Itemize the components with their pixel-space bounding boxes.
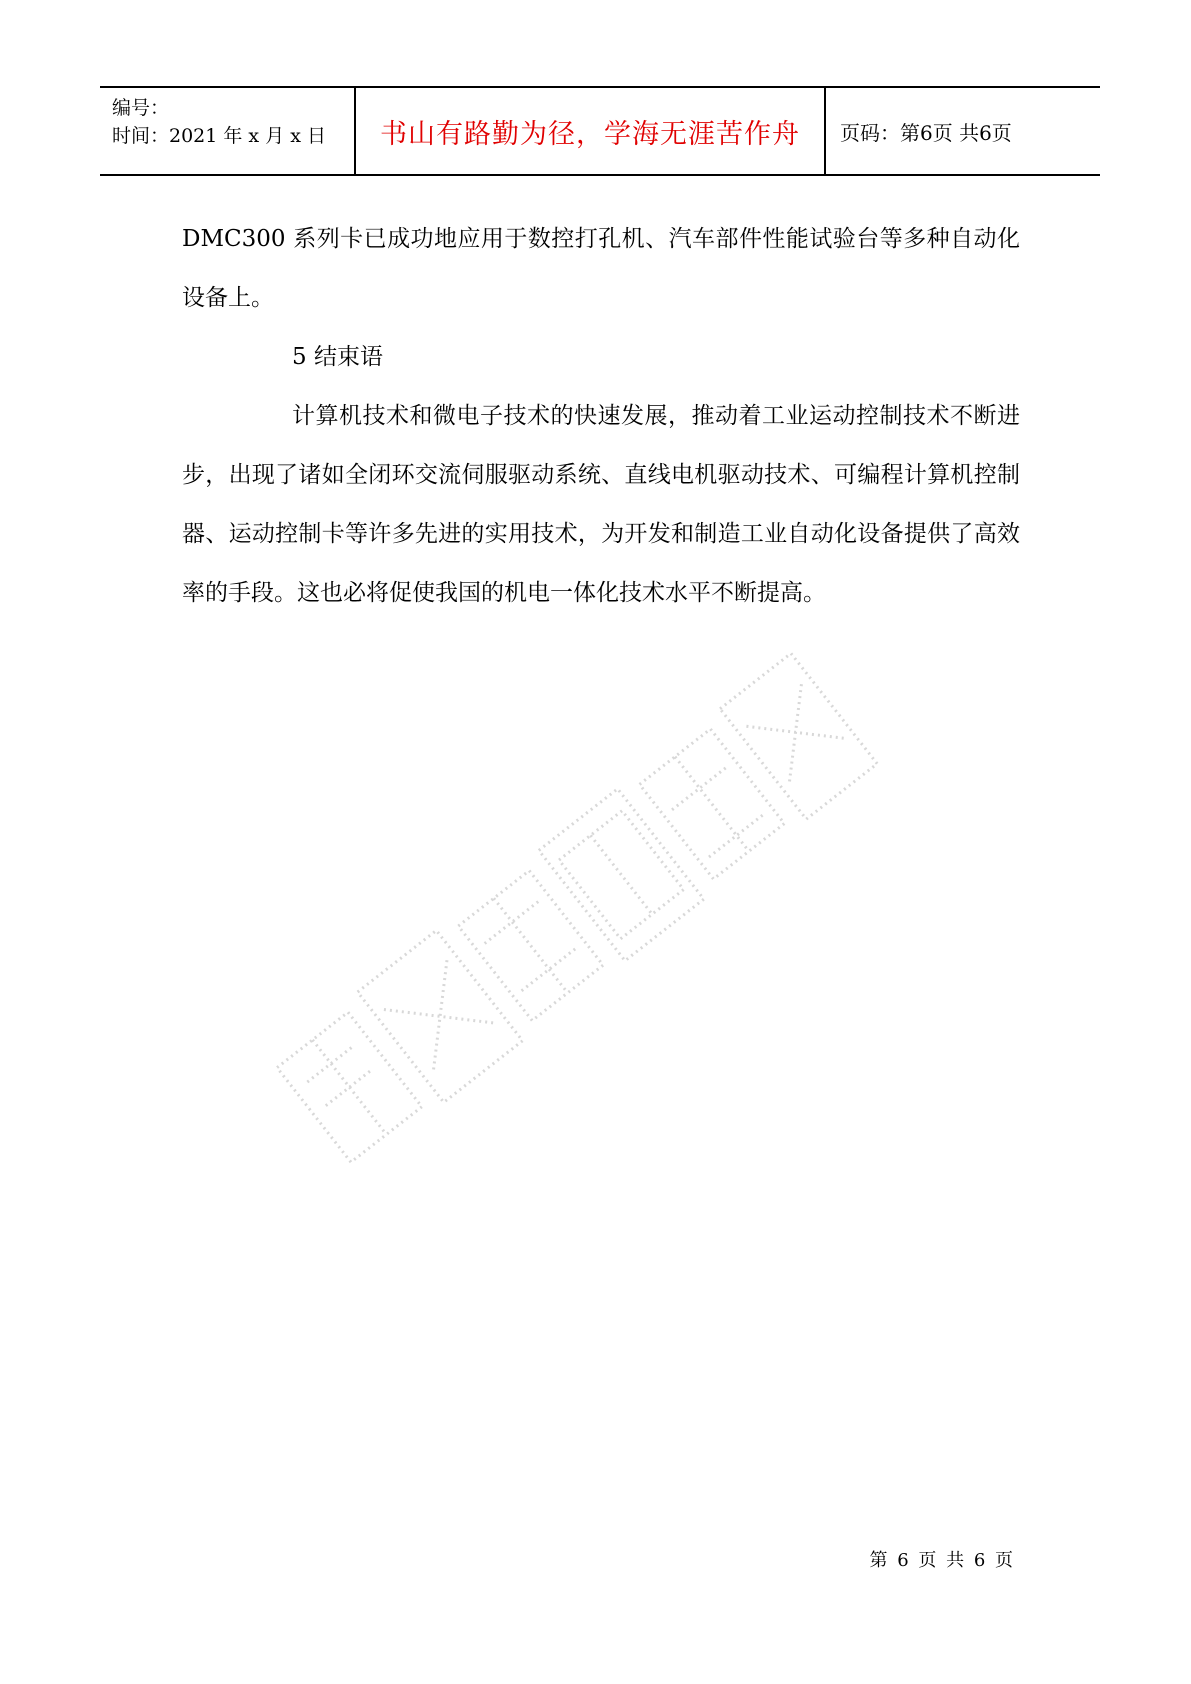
motto-text: 书山有路勤为径，学海无涯苦作舟 [380, 118, 800, 150]
page-footer [869, 1546, 1015, 1572]
header-table [100, 86, 1100, 176]
paragraph-conclusion: 计算机技术和微电子技术的快速发展，推动着工业运动控制技术不断进步，出现了诸如全闭环交流伺服驱动系统、直线电机驱动技术、可编程计算机控制器、运动控制卡等许多先进的实用技术，为开发和制造工业自动化设备提供了高效率的手段。这也必将促使我国的机电一体化技术水平不断提高。 [182, 403, 1020, 606]
header-divider-right [824, 88, 826, 174]
document-time-label: 时间：2021 年 x 月 x 日 [112, 125, 326, 147]
footer-page-number: 第 6 页 共 6 页 [869, 1550, 1015, 1571]
document-body [182, 210, 1020, 623]
header-motto [356, 88, 824, 174]
header-page-label: 页码：第6页 共6页 [840, 120, 1012, 145]
paragraph-dmc300: DMC300 系列卡已成功地应用于数控打孔机、汽车部件性能试验台等多种自动化设备上。 [182, 226, 1020, 311]
header-meta [112, 94, 326, 150]
header-page-info [840, 88, 1012, 174]
document-number-label: 编号： [112, 97, 170, 119]
watermark-image [180, 560, 940, 1260]
section-heading-conclusion: 5 结束语 [292, 344, 383, 370]
